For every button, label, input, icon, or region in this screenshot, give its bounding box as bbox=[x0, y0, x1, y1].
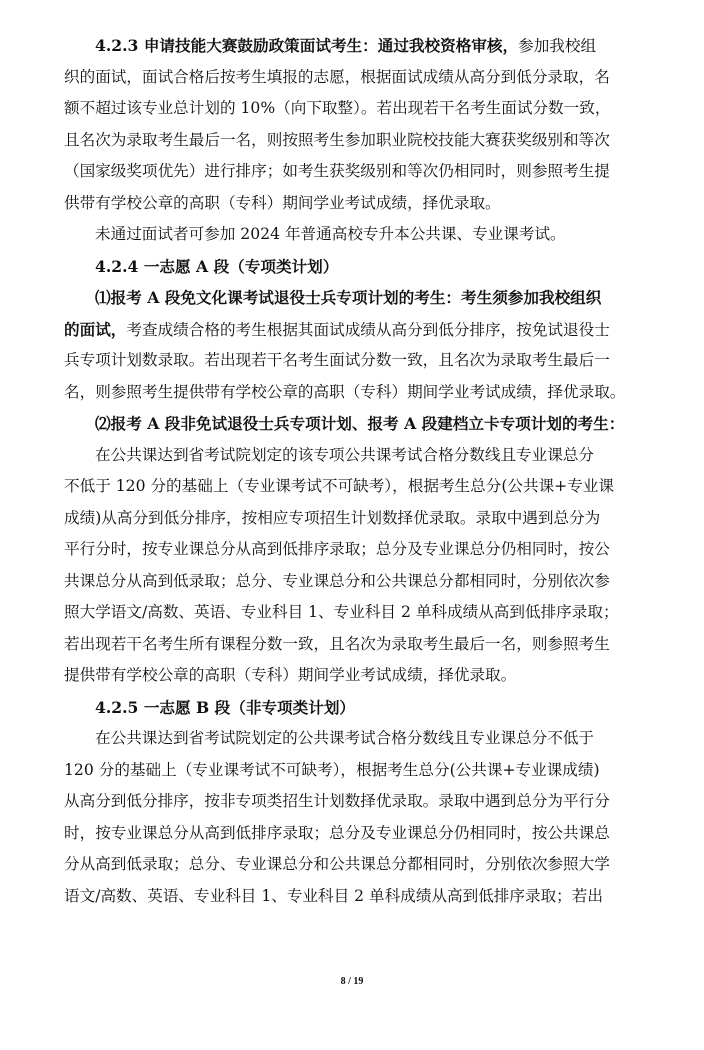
text-line: 织的面试，面试合格后按考生填报的志愿，根据面试成绩从高分到低分录取，名 bbox=[64, 67, 610, 86]
text-line: 分从高到低录取；总分、专业课总分和公共课总分都相同时，分别依次参照大学 bbox=[64, 855, 610, 873]
text-run: 考查成绩合格的考生根据其面试成绩从高分到低分排序，按免试退役士 bbox=[126, 320, 610, 339]
paragraph-line-mixed bbox=[64, 314, 642, 346]
text-line: 若出现若干名考生所有课程分数一致，且名次为录取考生最后一名，则参照考生 bbox=[64, 634, 610, 653]
text-line: 名，则参照考生提供带有学校公章的高职（专科）期间学业考试成绩，择优录取。 bbox=[64, 382, 626, 401]
text-line: ⑵报考 A 段非免试退役士兵专项计划、报考 A 段建档立卡专项计划的考生： bbox=[95, 414, 625, 433]
text-line: 共课总分从高到低录取；总分、专业课总分和公共课总分都相同时，分别依次参 bbox=[64, 571, 610, 590]
document-page bbox=[64, 30, 642, 912]
text-line: 未通过面试者可参加 2024 年普通高校专升本公共课、专业课考试。 bbox=[95, 225, 566, 243]
section-heading-4-2-4: 4.2.4 一志愿 A 段（专项类计划） bbox=[95, 256, 339, 276]
text-line: 照大学语文/高数、英语、专业科目 1、专业科目 2 单科成绩从高到低排序录取； bbox=[64, 603, 619, 621]
text-line: 供带有学校公章的高职（专科）期间学业考试成绩，择优录取。 bbox=[64, 193, 501, 212]
text-line: 平行分时，按专业课总分从高到低排序录取；总分及专业课总分仍相同时，按公 bbox=[64, 540, 610, 558]
text-line: ⑴报考 A 段免文化课考试退役士兵专项计划的考生：考生须参加我校组织 bbox=[95, 288, 602, 307]
page-number: 8 / 19 bbox=[340, 976, 364, 987]
text-line: 且名次为录取考生最后一名，则按照考生参加职业院校技能大赛获奖级别和等次 bbox=[64, 130, 610, 149]
text-line: 提供带有学校公章的高职（专科）期间学业考试成绩，择优录取。 bbox=[64, 666, 517, 684]
text-line: 成绩)从高分到低分排序，按相应专项招生计划数择优录取。录取中遇到总分为 bbox=[64, 508, 601, 527]
text-line: 在公共课达到省考试院划定的公共课考试合格分数线且专业课总分不低于 bbox=[95, 729, 595, 747]
paragraph-4-2-3-line bbox=[64, 30, 642, 62]
text-line: 120 分的基础上（专业课考试不可缺考），根据考生总分(公共课+专业课成绩) bbox=[64, 760, 600, 779]
text-line: 从高分到低分排序，按非专项类招生计划数择优录取。录取中遇到总分为平行分 bbox=[64, 792, 610, 810]
section-heading-4-2-5: 4.2.5 一志愿 B 段（非专项类计划） bbox=[95, 697, 356, 717]
text-line: （国家级奖项优先）进行排序；如考生获奖级别和等次仍相同时，则参照考生提 bbox=[64, 162, 610, 180]
text-line: 不低于 120 分的基础上（专业课考试不可缺考），根据考生总分(公共课+专业课 bbox=[64, 477, 615, 495]
text-line: 时，按专业课总分从高到低排序录取；总分及专业课总分仍相同时，按公共课总 bbox=[64, 823, 610, 842]
text-line: 额不超过该专业总计划的 10%（向下取整）。若出现若干名考生面试分数一致， bbox=[64, 99, 611, 117]
bold-lead-4-2-3: 4.2.3 申请技能大赛鼓励政策面试考生：通过我校资格审核， bbox=[95, 36, 519, 55]
text-line: 语文/高数、英语、专业科目 1、专业科目 2 单科成绩从高到低排序录取；若出 bbox=[64, 886, 603, 905]
text-line: 兵专项计划数录取。若出现若干名考生面试分数一致，且名次为录取考生最后一 bbox=[64, 351, 610, 369]
text-line: 在公共课达到省考试院划定的该专项公共课考试合格分数线且专业课总分 bbox=[95, 445, 595, 464]
text-run: 参加我校组 bbox=[518, 37, 597, 55]
bold-run: 的面试， bbox=[64, 319, 127, 339]
